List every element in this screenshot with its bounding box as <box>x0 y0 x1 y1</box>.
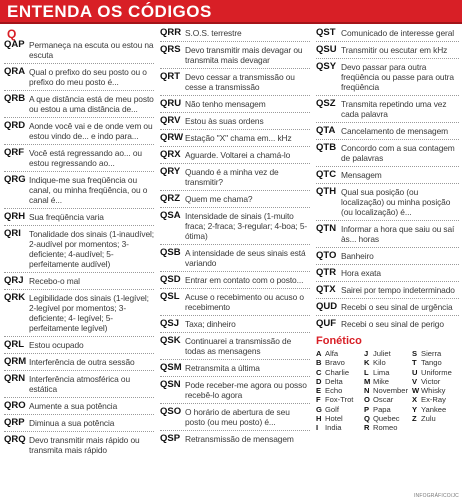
code-label: QSO <box>160 406 182 417</box>
phonetic-item <box>412 405 460 414</box>
dotted-divider <box>4 353 154 354</box>
dotted-divider <box>160 244 310 245</box>
code-entry <box>4 276 154 286</box>
code-description: Tonalidade dos sinais (1-inaudível; 2-audível por momentos; 3-deficiente; 4-audível; 5-perfeitamente audível) <box>29 229 154 269</box>
code-description: Recebo-o mal <box>29 276 80 286</box>
code-description: Interferência de outra sessão <box>29 357 135 367</box>
phonetic-letter: F <box>316 395 321 405</box>
code-entry <box>316 45 459 55</box>
phonetic-item <box>316 368 364 377</box>
column-3 <box>316 28 459 433</box>
code-label: QRF <box>4 147 25 158</box>
code-label: QSY <box>316 61 337 72</box>
dotted-divider <box>316 315 459 316</box>
dotted-divider <box>4 117 154 118</box>
code-description: Taxa; dinheiro <box>185 319 236 329</box>
code-description: Transmitir ou escutar em kHz <box>341 45 448 55</box>
code-description: S.O.S. terrestre <box>185 28 242 38</box>
code-description: Cancelamento de mensagem <box>341 126 449 136</box>
dotted-divider <box>316 264 459 265</box>
code-label: QUD <box>316 301 338 312</box>
code-label: QSN <box>160 379 181 390</box>
dotted-divider <box>160 68 310 69</box>
code-entry <box>4 67 154 87</box>
phonetic-word: Papa <box>373 404 391 414</box>
code-label: QST <box>316 27 336 38</box>
phonetic-item <box>364 349 412 358</box>
code-entry <box>160 292 310 312</box>
phonetic-item <box>364 414 412 423</box>
code-entry <box>316 319 459 329</box>
code-entry <box>316 251 459 261</box>
code-entry <box>4 212 154 222</box>
phonetic-word: Juliet <box>373 349 391 358</box>
dotted-divider <box>316 298 459 299</box>
dotted-divider <box>160 315 310 316</box>
code-description: Você está regressando ao... ou estou regressando ao... <box>29 148 142 168</box>
phonetic-letter: Z <box>412 414 417 424</box>
code-description: Estou ocupado <box>29 340 84 350</box>
phonetic-word: India <box>325 423 342 433</box>
phonetic-word: Kilo <box>373 358 386 368</box>
code-description: Estação "X" chama em... kHz <box>185 133 292 143</box>
code-label: QRR <box>160 27 182 38</box>
phonetic-word: Alfa <box>325 349 339 358</box>
code-label: QRS <box>160 44 181 55</box>
phonetic-word: Yankee <box>421 404 447 414</box>
code-description: Retransmissão de mensagem <box>185 434 294 444</box>
code-label: QTC <box>316 169 337 180</box>
phonetic-word: Zulu <box>421 414 436 424</box>
code-description: Banheiro <box>341 251 374 261</box>
dotted-divider <box>160 190 310 191</box>
phonetic-letter: V <box>412 376 418 386</box>
phonetic-word: Charlie <box>325 367 350 377</box>
dotted-divider <box>160 146 310 147</box>
dotted-divider <box>160 288 310 289</box>
code-description: O horário de abertura de seu posto (ou meu posto) é... <box>185 407 290 427</box>
credit-label: INFOGRÁFICO/JC <box>413 493 459 499</box>
fonetico-title: Fonético <box>316 335 362 347</box>
section-q-heading: Q <box>7 27 17 41</box>
code-label: QSL <box>160 291 180 302</box>
phonetic-item <box>412 349 460 358</box>
code-entry <box>316 143 459 163</box>
phonetic-word: Mike <box>373 376 390 386</box>
code-entry <box>160 407 310 427</box>
phonetic-letter: H <box>316 414 322 424</box>
code-description: Hora exata <box>341 268 381 278</box>
code-label: QSP <box>160 433 181 444</box>
phonetic-item <box>364 405 412 414</box>
code-label: QRN <box>4 373 26 384</box>
phonetic-letter: U <box>412 367 418 377</box>
phonetic-item <box>412 368 460 377</box>
phonetic-letter: L <box>364 367 369 377</box>
code-description: Sairei por tempo indeterminado <box>341 285 455 295</box>
phonetic-word: Lima <box>373 367 390 377</box>
code-entry <box>4 293 154 333</box>
code-description: Entrar em contato com o posto... <box>185 275 304 285</box>
phonetic-letter: T <box>412 358 417 368</box>
code-list-3 <box>316 28 459 329</box>
code-description: Recebi o seu sinal de perigo <box>341 319 444 329</box>
code-label: QRH <box>4 211 26 222</box>
phonetic-word: Echo <box>325 386 343 396</box>
code-label: QRT <box>160 71 181 82</box>
code-label: QTN <box>316 223 337 234</box>
phonetic-letter: M <box>364 376 371 386</box>
code-entry <box>316 126 459 136</box>
dotted-divider <box>160 430 310 431</box>
code-entry <box>4 40 154 60</box>
header-stripe <box>0 22 462 24</box>
phonetic-item <box>364 358 412 367</box>
phonetic-item <box>364 395 412 404</box>
phonetic-word: Tango <box>421 358 442 368</box>
phonetic-letter: C <box>316 367 322 377</box>
code-list-2 <box>160 28 310 444</box>
code-label: QRA <box>4 66 26 77</box>
code-description: Retransmita a última <box>185 363 260 373</box>
dotted-divider <box>160 271 310 272</box>
phonetic-letter: R <box>364 423 370 433</box>
code-description: Intensidade de sinais (1-muito fraca; 2-fraca; 3-regular; 4-boa; 5-ótima) <box>185 211 308 241</box>
phonetic-word: Romeo <box>373 423 398 433</box>
code-label: QRB <box>4 93 26 104</box>
code-label: QRY <box>160 166 181 177</box>
phonetic-word: Ex-Ray <box>421 395 446 405</box>
dotted-divider <box>4 63 154 64</box>
code-entry <box>160 380 310 400</box>
code-entry <box>160 194 310 204</box>
phonetic-item <box>364 368 412 377</box>
phonetic-letter: J <box>364 349 369 358</box>
phonetic-letter: B <box>316 358 322 368</box>
phonetic-word: Golf <box>325 404 339 414</box>
phonetic-word: Fox-Trot <box>325 395 354 405</box>
code-list-1 <box>4 40 154 455</box>
dotted-divider <box>316 58 459 59</box>
phonetic-letter: W <box>412 386 420 396</box>
code-description: Comunicado de interesse geral <box>341 28 455 38</box>
dotted-divider <box>316 183 459 184</box>
code-label: QRK <box>4 292 26 303</box>
phonetic-letter: X <box>412 395 418 405</box>
code-label: QRQ <box>4 434 26 445</box>
fonetico-grid <box>316 349 459 433</box>
dotted-divider <box>4 397 154 398</box>
phonetic-word: Whisky <box>421 386 446 396</box>
code-label: QRL <box>4 339 25 350</box>
dotted-divider <box>316 122 459 123</box>
dotted-divider <box>4 90 154 91</box>
phonetic-item <box>364 377 412 386</box>
code-label: QRG <box>4 174 26 185</box>
dotted-divider <box>160 41 310 42</box>
code-label: QRX <box>160 149 181 160</box>
code-entry <box>4 340 154 350</box>
code-entry <box>160 116 310 126</box>
phonetic-item <box>316 386 364 395</box>
code-label: QSJ <box>160 318 180 329</box>
code-entry <box>4 94 154 114</box>
code-label: QTO <box>316 250 337 261</box>
code-entry <box>4 435 154 455</box>
page-title: ENTENDA OS CÓDIGOS <box>7 2 212 21</box>
code-entry <box>160 275 310 285</box>
code-entry <box>160 28 310 38</box>
phonetic-letter: Q <box>364 414 370 424</box>
dotted-divider <box>316 139 459 140</box>
dotted-divider <box>316 281 459 282</box>
code-label: QRI <box>4 228 21 239</box>
code-entry <box>4 357 154 367</box>
code-label: QRJ <box>4 275 24 286</box>
phonetic-word: Oscar <box>373 395 394 405</box>
code-entry <box>160 211 310 241</box>
code-description: Aguarde. Voltarei a chamá-lo <box>185 150 291 160</box>
column-2 <box>160 28 310 444</box>
phonetic-letter: O <box>364 395 370 405</box>
code-description: Quem me chama? <box>185 194 253 204</box>
code-description: Qual sua posição (ou localização) ou minha posição (ou localização) é... <box>341 187 451 217</box>
phonetic-word: Victor <box>421 376 441 386</box>
dotted-divider <box>316 166 459 167</box>
dotted-divider <box>4 208 154 209</box>
dotted-divider <box>4 272 154 273</box>
dotted-divider <box>160 129 310 130</box>
code-label: QAP <box>4 39 25 50</box>
code-entry <box>316 99 459 119</box>
phonetic-item <box>364 386 412 395</box>
code-label: QRZ <box>160 193 181 204</box>
code-entry <box>160 150 310 160</box>
code-label: QTB <box>316 142 337 153</box>
code-description: Mensagem <box>341 170 382 180</box>
code-label: QRW <box>160 132 184 143</box>
code-label: QTA <box>316 125 336 136</box>
code-entry <box>316 268 459 278</box>
dotted-divider <box>160 112 310 113</box>
code-description: Indique-me sua freqüência ou canal, ou minha freqüência, ou o canal é... <box>29 175 148 205</box>
phonetic-word: Hotel <box>325 414 343 424</box>
code-description: Devo transmitir mais rápido ou transmita mais rápido <box>29 435 140 455</box>
code-entry <box>160 363 310 373</box>
code-entry <box>160 336 310 356</box>
phonetic-word: Uniforme <box>421 367 452 377</box>
code-description: Qual o prefixo do seu posto ou o prefixo do meu posto é... <box>29 67 147 87</box>
dotted-divider <box>4 370 154 371</box>
code-label: QRM <box>4 356 27 367</box>
phonetic-item <box>316 377 364 386</box>
code-description: Permaneça na escuta ou estou na escuta <box>29 40 154 60</box>
code-entry <box>316 170 459 180</box>
code-label: QSU <box>316 44 337 55</box>
phonetic-item <box>316 414 364 423</box>
dotted-divider <box>160 207 310 208</box>
dotted-divider <box>4 414 154 415</box>
code-description: A que distância está de meu posto ou estou a uma distância de... <box>29 94 154 114</box>
code-entry <box>4 229 154 269</box>
code-description: Estou às suas ordens <box>185 116 264 126</box>
phonetic-item <box>316 405 364 414</box>
phonetic-item <box>412 386 460 395</box>
phonetic-letter: A <box>316 349 322 358</box>
phonetic-item <box>412 395 460 404</box>
code-label: QTX <box>316 284 336 295</box>
code-entry <box>4 121 154 141</box>
code-description: Aonde você vai e de onde vem ou estou vindo de... e indo para... <box>29 121 153 141</box>
dotted-divider <box>316 41 459 42</box>
phonetic-word: November <box>373 386 409 396</box>
dotted-divider <box>316 95 459 96</box>
code-description: Não tenho mensagem <box>185 99 266 109</box>
phonetic-letter: E <box>316 386 322 396</box>
code-entry <box>160 248 310 268</box>
code-description: Devo cessar a transmissão ou cesse a transmissão <box>185 72 295 92</box>
code-entry <box>160 45 310 65</box>
code-description: Devo passar para outra freqüência ou passe para outra freqüência <box>341 62 454 92</box>
code-label: QSA <box>160 210 181 221</box>
code-entry <box>316 28 459 38</box>
code-label: QTH <box>316 186 337 197</box>
phonetic-letter: D <box>316 376 322 386</box>
code-label: QSB <box>160 247 181 258</box>
dotted-divider <box>4 336 154 337</box>
phonetic-letter: I <box>316 423 319 433</box>
code-entry <box>160 133 310 143</box>
phonetic-item <box>412 377 460 386</box>
code-entry <box>316 187 459 217</box>
dotted-divider <box>4 171 154 172</box>
code-description: Legibilidade dos sinais (1-legível; 2-legível por momentos; 3-deficiente; 4- legível; 5-perfeitamente legível) <box>29 293 149 333</box>
code-entry <box>316 302 459 312</box>
code-description: Quando é a minha vez de transmitir? <box>185 167 279 187</box>
phonetic-item <box>316 423 364 432</box>
code-description: Interferência atmosférica ou estática <box>29 374 131 394</box>
phonetic-item <box>412 414 460 423</box>
phonetic-letter: P <box>364 404 370 414</box>
code-description: Transmita repetindo uma vez cada palavra <box>341 99 447 119</box>
code-description: Diminua a sua potência <box>29 418 115 428</box>
code-entry <box>160 434 310 444</box>
code-description: Continuarei a transmissão de todas as mensagens <box>185 336 292 356</box>
code-entry <box>4 148 154 168</box>
dotted-divider <box>160 359 310 360</box>
phonetic-item <box>316 395 364 404</box>
code-label: QSD <box>160 274 181 285</box>
phonetic-word: Sierra <box>421 349 442 358</box>
header-bar <box>0 0 462 24</box>
code-entry <box>160 167 310 187</box>
dotted-divider <box>4 289 154 290</box>
code-label: QRP <box>4 417 25 428</box>
code-description: A intensidade de seus sinais está variando <box>185 248 306 268</box>
dotted-divider <box>160 376 310 377</box>
dotted-divider <box>160 95 310 96</box>
phonetic-item <box>364 423 412 432</box>
phonetic-letter: S <box>412 349 418 358</box>
code-label: QSK <box>160 335 181 346</box>
phonetic-word: Delta <box>325 376 343 386</box>
code-entry <box>4 374 154 394</box>
code-entry <box>4 418 154 428</box>
code-description: Sua freqüência varia <box>29 212 104 222</box>
phonetic-letter: K <box>364 358 370 368</box>
dotted-divider <box>4 144 154 145</box>
code-label: QSM <box>160 362 182 373</box>
code-description: Acuse o recebimento ou acuso o recebimento <box>185 292 304 312</box>
code-description: Pode receber-me agora ou posso recebê-lo agora <box>185 380 307 400</box>
code-description: Informar a hora que saiu ou saí às... horas <box>341 224 455 244</box>
code-entry <box>316 285 459 295</box>
dotted-divider <box>4 225 154 226</box>
phonetic-item <box>412 358 460 367</box>
phonetic-item <box>316 349 364 358</box>
code-entry <box>160 72 310 92</box>
dotted-divider <box>160 332 310 333</box>
code-label: QRU <box>160 98 182 109</box>
code-entry <box>160 319 310 329</box>
code-entry <box>316 62 459 92</box>
code-label: QTR <box>316 267 337 278</box>
code-description: Aumente a sua potência <box>29 401 118 411</box>
code-label: QRO <box>4 400 26 411</box>
dotted-divider <box>160 403 310 404</box>
phonetic-word: Quebec <box>373 414 400 424</box>
column-1 <box>4 28 154 455</box>
dotted-divider <box>160 163 310 164</box>
dotted-divider <box>4 431 154 432</box>
code-entry <box>316 224 459 244</box>
code-entry <box>160 99 310 109</box>
code-description: Concordo com a sua contagem de palavras <box>341 143 455 163</box>
code-label: QRD <box>4 120 26 131</box>
code-description: Recebi o seu sinal de urgência <box>341 302 453 312</box>
code-label: QUF <box>316 318 337 329</box>
phonetic-word: Bravo <box>325 358 345 368</box>
code-label: QRV <box>160 115 181 126</box>
dotted-divider <box>316 247 459 248</box>
code-entry <box>4 401 154 411</box>
code-entry <box>4 175 154 205</box>
phonetic-letter: N <box>364 386 370 396</box>
code-label: QSZ <box>316 98 336 109</box>
code-description: Devo transmitir mais devagar ou transmita mais devagar <box>185 45 303 65</box>
phonetic-item <box>316 358 364 367</box>
phonetic-letter: Y <box>412 404 418 414</box>
dotted-divider <box>316 220 459 221</box>
phonetic-letter: G <box>316 404 322 414</box>
